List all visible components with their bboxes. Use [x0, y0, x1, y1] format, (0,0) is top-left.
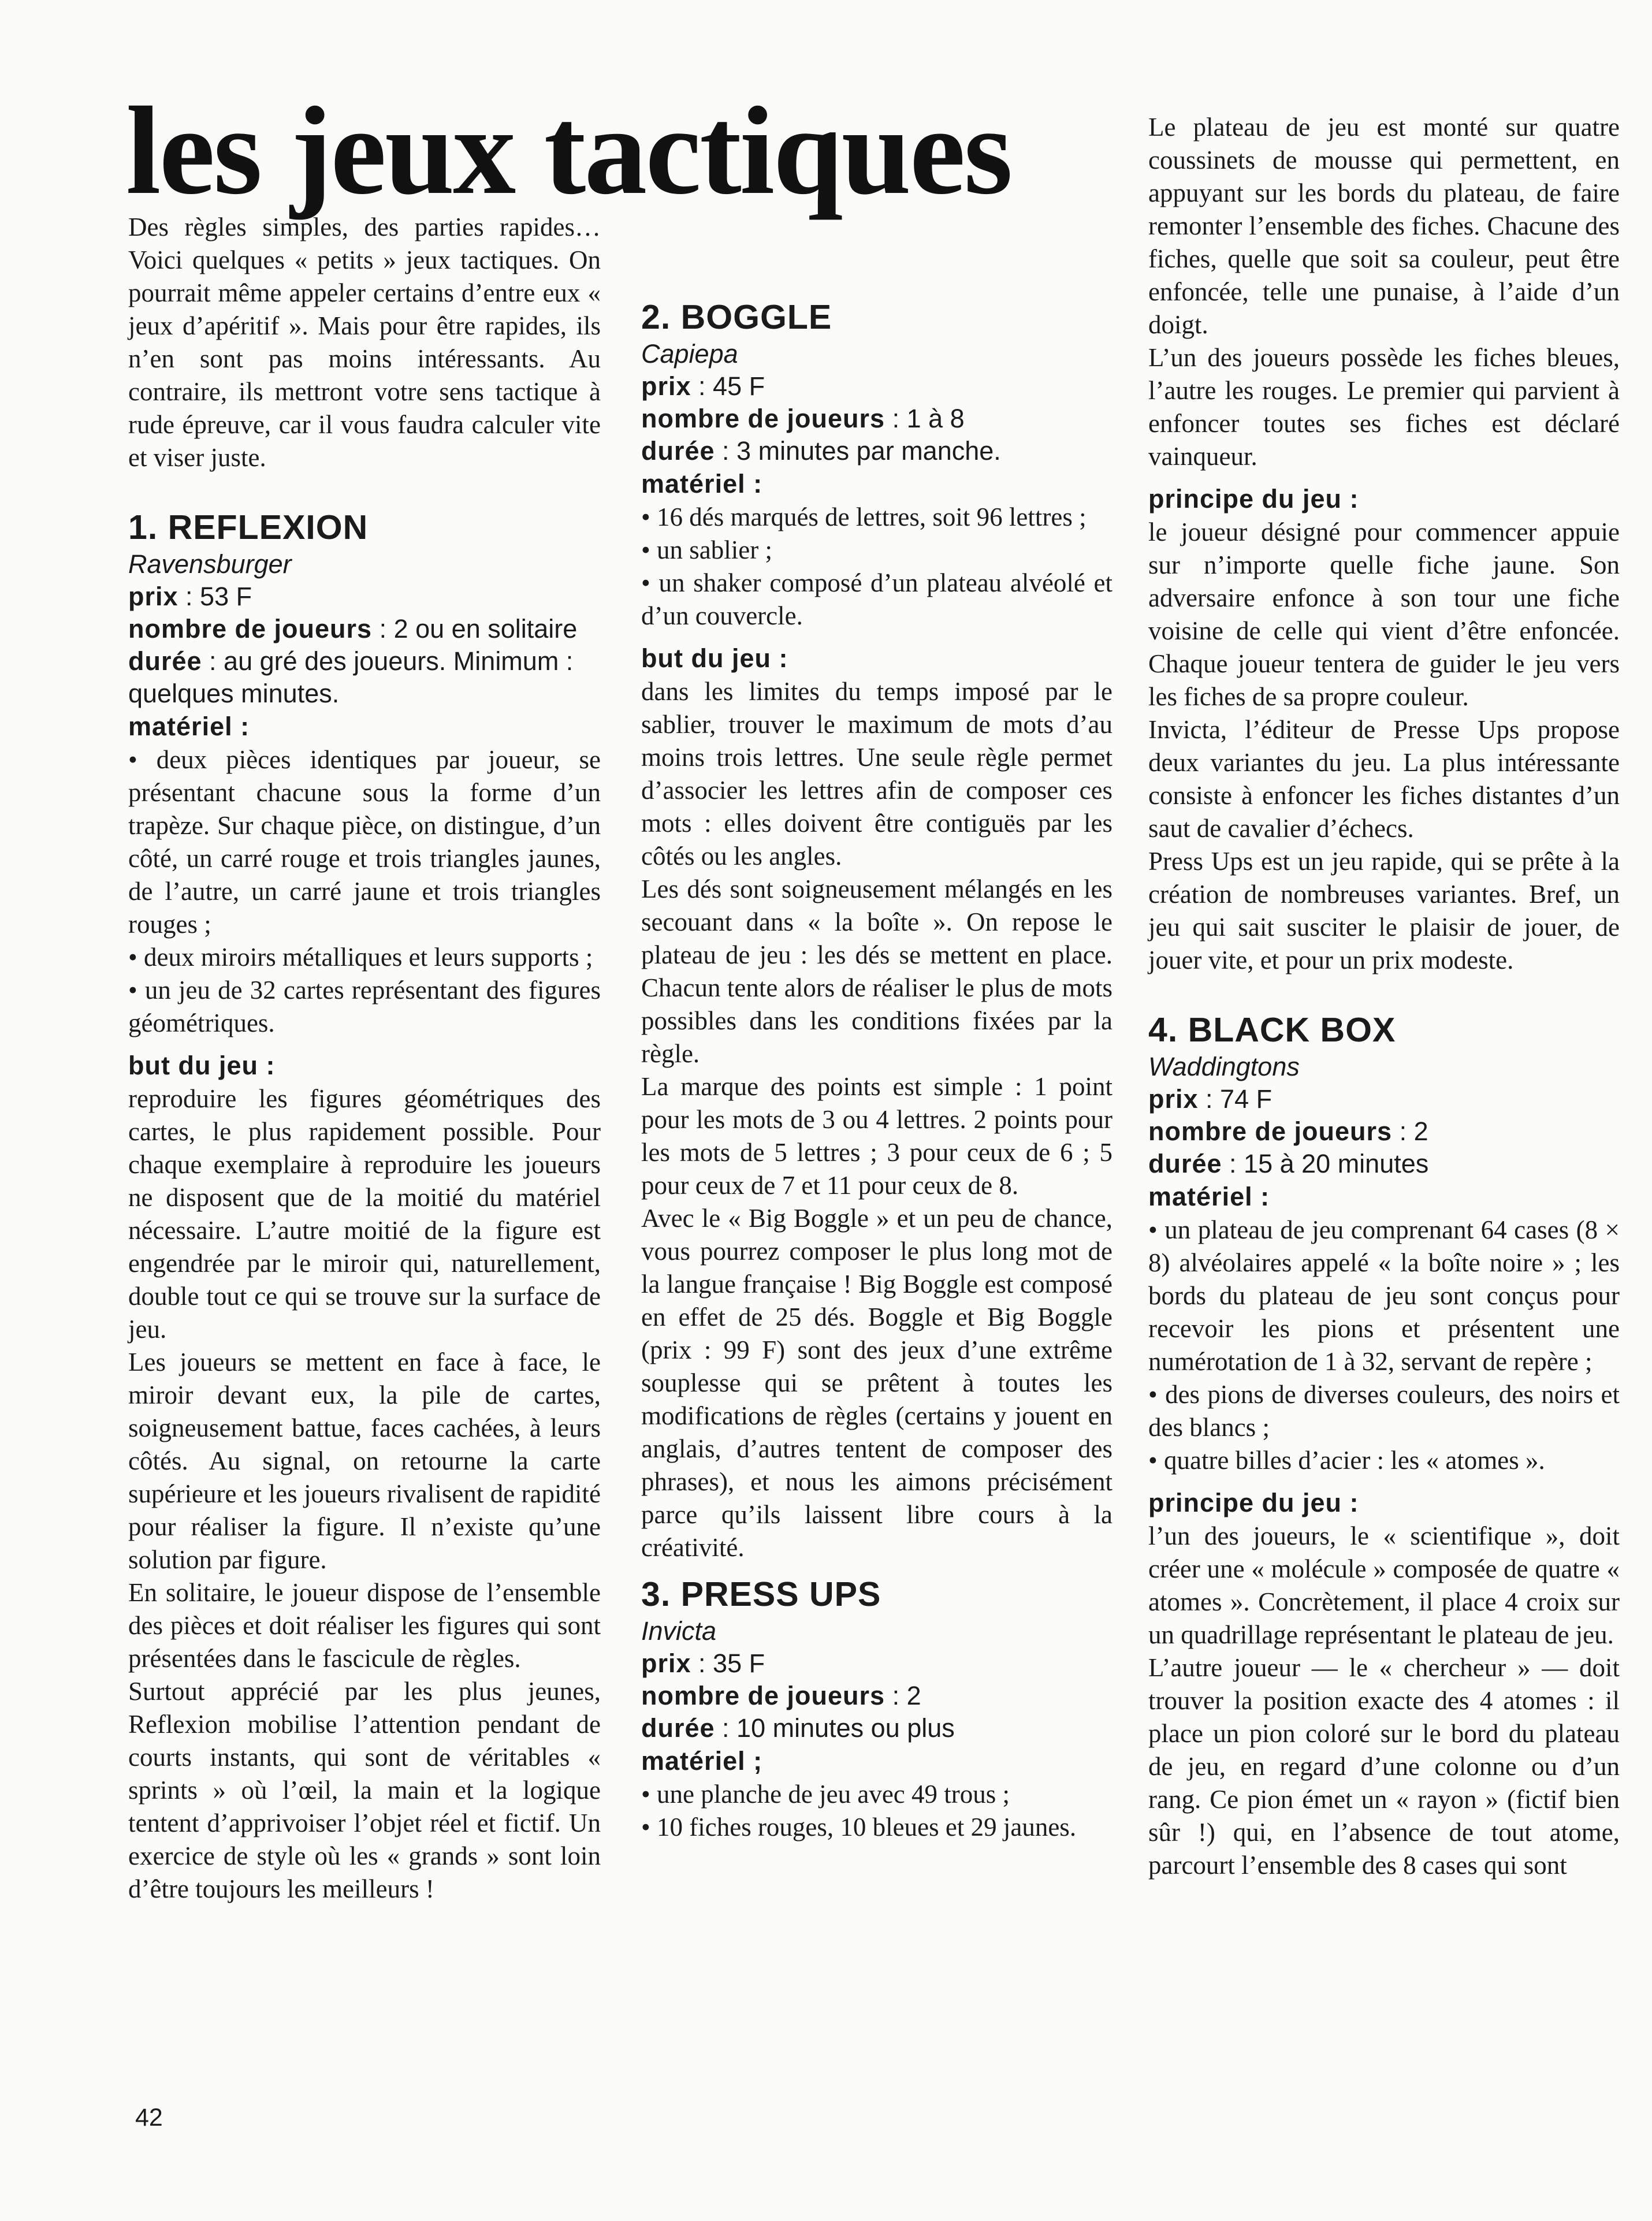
game-reflexion	[128, 507, 601, 1906]
duration-label: durée	[128, 646, 202, 676]
material-item: • quatre billes d’acier : les « atomes ».	[1148, 1446, 1545, 1475]
price-value: : 53 F	[178, 582, 252, 611]
game-press-ups-start	[641, 1573, 1113, 1844]
duration-line	[1148, 1148, 1620, 1180]
body-paragraph: La marque des points est simple : 1 point pour les mots de 3 ou 4 lettres. 2 points pour les mots de 5 lettres ; 3 pour ceux de 6 ; 5 pour ceux de 7 et 11 pour ceux de 8.	[641, 1072, 1113, 1200]
duration-line	[641, 435, 1113, 467]
duration-line	[641, 1712, 1113, 1744]
duration-value: : 3 minutes par manche.	[715, 436, 1001, 466]
body-paragraph: L’autre joueur — le « chercheur » — doit trouver la position exacte des 4 atomes : il place un pion coloré sur le bord du plateau de jeu, en regard d’une colonne ou d’un rang. Ce pion émet un « rayon » (fictif bien sûr !) qui, en l’absence de tout atome, parcourt l’ensemble des 8 cases qui sont	[1148, 1653, 1620, 1880]
players-line	[1148, 1115, 1620, 1148]
body-paragraph: Les joueurs se mettent en face à face, le miroir devant eux, la pile de cartes, soigneusement battue, faces cachées, à leurs côtés. Au signal, on retourne la carte supérieure et les joueurs rivalisent de rapidité pour réaliser la figure. Il n’existe qu’une solution par figure.	[128, 1348, 601, 1574]
price-value: : 74 F	[1198, 1084, 1273, 1114]
duration-label: durée	[1148, 1149, 1222, 1178]
intro-paragraph: Des règles simples, des parties rapides… Voici quelques « petits » jeux tactiques. On pourrait même appeler certains d’entre eux « jeux d’apéritif ». Mais pour être rapides, ils n’en sont pas moins intéressants. Au contraire, ils mettront votre sens tactique à rude épreuve, car il vous faudra calculer vite et viser juste.	[128, 213, 601, 472]
price-label: prix	[128, 582, 178, 611]
game-publisher: Waddingtons	[1148, 1052, 1300, 1081]
game-title: 2. BOGGLE	[641, 298, 832, 336]
goal-label: but du jeu :	[641, 643, 788, 673]
price-label: prix	[1148, 1084, 1199, 1114]
body-paragraph: Le plateau de jeu est monté sur quatre coussinets de mousse qui permettent, en appuyant sur les bords du plateau, de faire remonter l’ensemble des fiches. Chacune des fiches, quelle que soit sa couleur, peut être enfoncée, telle une punaise, à l’aide d’un doigt.	[1148, 113, 1620, 339]
price-value: : 45 F	[691, 371, 765, 401]
body-paragraph: Les dés sont soigneusement mélangés en les secouant dans « la boîte ». On repose le plateau de jeu : les dés se mettent en place. Chacun tente alors de réaliser le plus de mots possibles dans les conditions fixées par la règle.	[641, 875, 1113, 1068]
players-value: : 2 ou en solitaire	[372, 614, 578, 643]
column-3	[1148, 111, 1620, 1882]
body-paragraph: Invicta, l’éditeur de Presse Ups propose deux variantes du jeu. La plus intéressante consiste à enfoncer les fiches distantes d’un saut de cavalier d’échecs.	[1148, 715, 1620, 843]
duration-value: : au gré des joueurs. Minimum : quelques minutes.	[128, 646, 574, 708]
material-item: • un jeu de 32 cartes représentant des figures géométriques.	[128, 976, 601, 1037]
goal-paragraph: reproduire les figures géométriques des cartes, le plus rapidement possible. Pour chaque exemplaire à reproduire les joueurs ne disposent que de la moitié du matériel nécessaire. L’autre moitié de la figure est engendrée par le miroir qui, naturellement, double tout ce qui se trouve sur la surface de jeu.	[128, 1084, 601, 1344]
duration-value: : 10 minutes ou plus	[715, 1713, 955, 1743]
material-item: • des pions de diverses couleurs, des noirs et des blancs ;	[1148, 1380, 1620, 1442]
price-value: : 35 F	[691, 1649, 765, 1678]
goal-label: but du jeu :	[128, 1051, 276, 1080]
material-item: • une planche de jeu avec 49 trous ;	[641, 1780, 1010, 1809]
players-line	[128, 613, 601, 645]
body-paragraph: Press Ups est un jeu rapide, qui se prête à la création de nombreuses variantes. Bref, un jeu qui sait susciter le plaisir de jouer, de jouer vite, et pour un prix modeste.	[1148, 847, 1620, 974]
material-item: • un shaker composé d’un plateau alvéolé et d’un couvercle.	[641, 568, 1113, 630]
column-2	[641, 211, 1113, 1844]
players-line	[641, 1680, 1113, 1712]
duration-label: durée	[641, 1713, 715, 1743]
material-item: • 10 fiches rouges, 10 bleues et 29 jaunes.	[641, 1813, 1077, 1841]
material-item: • un plateau de jeu comprenant 64 cases (8 × 8) alvéolaires appelé « la boîte noire » ; les bords du plateau de jeu sont conçus pour recevoir les pions et présentent une numérotation de 1 à 32, servant de repère ;	[1148, 1215, 1620, 1376]
price-label: prix	[641, 371, 691, 401]
players-label: nombre de joueurs	[128, 614, 373, 643]
price-line	[128, 581, 601, 613]
players-label: nombre de joueurs	[641, 1681, 885, 1710]
column-1	[128, 211, 601, 1906]
price-line	[641, 370, 1113, 403]
goal-paragraph: l’un des joueurs, le « scientifique », doit créer une « molécule » composée de quatre « atomes ». Concrètement, il place 4 croix sur un quadrillage représentant le plateau de jeu.	[1148, 1521, 1620, 1649]
material-label: matériel :	[641, 469, 763, 498]
page-title: les jeux tactiques	[126, 81, 1011, 221]
material-item: • deux miroirs métalliques et leurs supports ;	[128, 943, 593, 972]
game-publisher: Capiepa	[641, 339, 738, 369]
goal-label: principe du jeu :	[1148, 484, 1359, 514]
game-title: 3. PRESS UPS	[641, 1575, 881, 1613]
goal-paragraph: le joueur désigné pour commencer appuie sur n’importe quelle fiche jaune. Son adversaire enfonce à son tour une fiche voisine de celle qui vient d’être enfoncée. Chaque joueur tentera de guider le jeu vers les fiches de sa propre couleur.	[1148, 518, 1620, 711]
material-label: matériel ;	[641, 1746, 763, 1776]
game-black-box	[1148, 1009, 1620, 1882]
price-line	[1148, 1083, 1620, 1115]
duration-value: : 15 à 20 minutes	[1222, 1149, 1429, 1178]
goal-paragraph: dans les limites du temps imposé par le sablier, trouver le maximum de mots d’au moins trois lettres. Une seule règle permet d’associer les lettres afin de composer ces mots : elles doivent être contiguës par les côtés ou les angles.	[641, 677, 1113, 870]
material-item: • deux pièces identiques par joueur, se présentant chacune sous la forme d’un trapèze. Sur chaque pièce, on distingue, d’un côté, un carré rouge et trois triangles jaunes, de l’autre, un carré jaune et trois triangles rouges ;	[128, 745, 601, 939]
game-press-ups-cont	[1148, 111, 1620, 977]
players-label: nombre de joueurs	[1148, 1117, 1393, 1146]
players-line	[641, 403, 1113, 435]
material-label: matériel :	[1148, 1182, 1270, 1211]
players-value: : 1 à 8	[885, 404, 965, 433]
players-value: : 2	[1392, 1117, 1428, 1146]
price-line	[641, 1647, 1113, 1680]
game-title: 1. REFLEXION	[128, 508, 369, 546]
goal-label: principe du jeu :	[1148, 1488, 1359, 1517]
game-boggle	[641, 296, 1113, 1564]
material-item: • 16 dés marqués de lettres, soit 96 lettres ;	[641, 503, 1087, 531]
body-paragraph: Avec le « Big Boggle » et un peu de chance, vous pourrez composer le plus long mot de la langue française ! Big Boggle est composé en effet de 25 dés. Boggle et Big Boggle (prix : 99 F) sont des jeux d’une extrême souplesse qui se prêtent à toutes les modifications de règles (certains y jouent en anglais, d’autres tentent de composer des phrases), et nous les aimons précisément parce qu’ils laissent libre cours à la créativité.	[641, 1204, 1113, 1562]
price-label: prix	[641, 1649, 691, 1678]
material-label: matériel :	[128, 712, 250, 741]
page-number: 42	[135, 2104, 163, 2131]
body-paragraph: Surtout apprécié par les plus jeunes, Reflexion mobilise l’attention pendant de courts instants, qui sont de véritables « sprints » où l’œil, la main et la logique tentent d’apprivoiser l’objet réel et fictif. Un exercice de style où les « grands » sont loin d’être toujours les meilleurs !	[128, 1677, 601, 1903]
game-publisher: Invicta	[641, 1616, 717, 1646]
body-paragraph: L’un des joueurs possède les fiches bleues, l’autre les rouges. Le premier qui parvient à enfoncer toutes ses fiches est déclaré vainqueur.	[1148, 343, 1620, 471]
duration-label: durée	[641, 436, 715, 466]
material-item: • un sablier ;	[641, 535, 772, 564]
game-title: 4. BLACK BOX	[1148, 1011, 1396, 1049]
body-paragraph: En solitaire, le joueur dispose de l’ensemble des pièces et doit réaliser les figures qui sont présentées dans le fascicule de règles.	[128, 1578, 601, 1673]
players-value: : 2	[885, 1681, 921, 1710]
players-label: nombre de joueurs	[641, 404, 885, 433]
game-publisher: Ravensburger	[128, 549, 292, 579]
duration-line	[128, 645, 601, 710]
